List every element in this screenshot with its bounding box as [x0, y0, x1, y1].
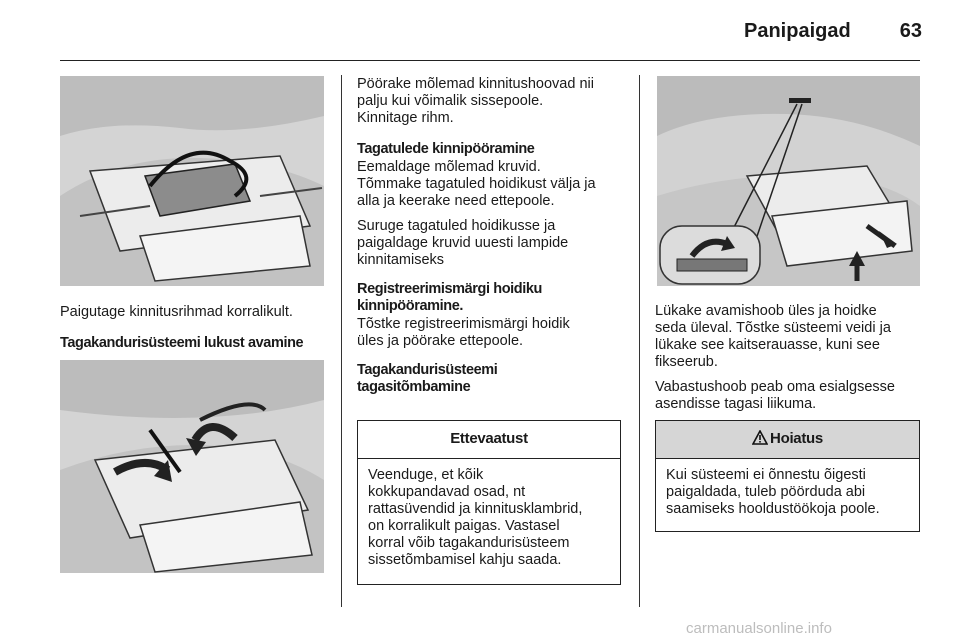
figure-retract: [657, 76, 920, 286]
warning-triangle-icon: [752, 423, 768, 459]
column-2-text: [357, 76, 629, 397]
warning-text: Kui süsteemi ei õnnestu õigesti paigaldada, tuleb pöörduda abi saamiseks hooldustöökoja poole.: [666, 467, 880, 517]
watermark: carmanualsonline.info: [686, 620, 832, 637]
column-3-text: [655, 303, 930, 421]
taillights-paragraph-1: Eemaldage mõlemad kruvid. Tõmmake tagatuled hoidikust välja ja alla ja keerake need ettepoole.: [357, 159, 596, 209]
heading-unlock: Tagakandurisüsteemi lukust avamine: [60, 335, 304, 351]
heading-taillights: Tagatulede kinnipööramine: [357, 141, 535, 157]
warning-header: [656, 421, 919, 459]
caution-box: [357, 420, 621, 585]
figure-straps: [60, 76, 324, 286]
intro-paragraph: Pöörake mõlemad kinnitushoovad nii palju kui võimalik sissepoole. Kinnitage rihm.: [357, 76, 594, 126]
caution-title: Ettevaatust: [358, 421, 620, 459]
retract-paragraph-1: Lükake avamishoob üles ja hoidke seda üleval. Tõstke süsteemi veidi ja lükake see kaitserauasse, kuni see fikseerub.: [655, 303, 891, 370]
page-number: 63: [899, 20, 922, 42]
warning-box: [655, 420, 920, 532]
caption-straps: Paigutage kinnitusrihmad korralikult.: [60, 304, 293, 320]
page-header: [0, 0, 960, 62]
taillights-paragraph-2: Suruge tagatuled hoidikusse ja paigaldage kruvid uuesti lampide kinnitamiseks: [357, 218, 569, 268]
heading-plate: Registreerimismärgi hoidiku kinnipööramine.: [357, 281, 543, 314]
page-title: Panipaigad: [744, 20, 851, 42]
column-1-text: [60, 304, 332, 353]
retract-paragraph-2: Vabastushoob peab oma esialgsesse asendisse tagasi liikuma.: [655, 379, 895, 412]
caution-text: Veenduge, et kõik kokkupandavad osad, nt rattasüvendid ja kinnitusklambrid, on korralikult paigas. Vastasel korral võib tagakandurisüsteem sissetõmbamisel kahju saada.: [368, 467, 583, 568]
figure-unlock: [60, 360, 324, 573]
column-divider-2: [639, 75, 640, 607]
heading-retract: Tagakandurisüsteemi tagasitõmbamine: [357, 362, 498, 395]
column-divider-1: [341, 75, 342, 607]
warning-title: Hoiatus: [770, 430, 823, 447]
header-rule: [60, 60, 920, 61]
plate-paragraph: Tõstke registreerimismärgi hoidik üles ja pöörake ettepoole.: [357, 316, 570, 349]
